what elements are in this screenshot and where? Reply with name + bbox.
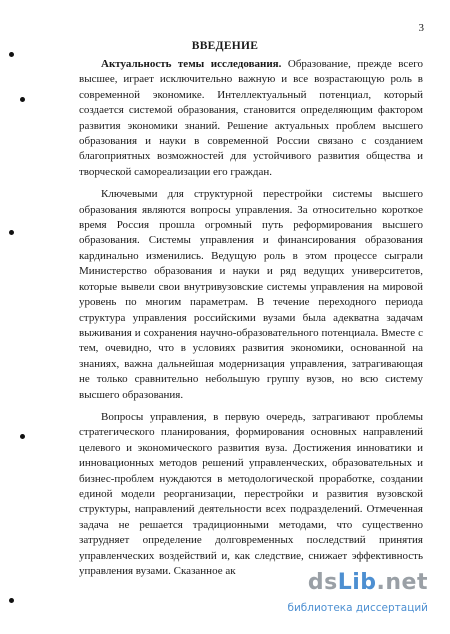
paragraph-relevance	[79, 57, 423, 180]
bullet-mark	[20, 97, 25, 102]
paragraph-lead: Актуальность темы исследования.	[101, 58, 282, 70]
paragraph-text: Образование, прежде всего высшее, играет исключительно важную и все возрастающую роль в современной экономике. Интеллектуальный потенциал, который создается системой образования, становится определяющим фактором развития экономики знаний. Решение актуальных проблем высшего образования и науки в современной России связано с созданием благоприятных возможностей для устойчивого развития общества и творческой самореализации его граждан.	[79, 58, 424, 178]
dslib-watermark	[258, 566, 438, 618]
paragraph-management	[79, 187, 423, 403]
bullet-mark	[9, 52, 14, 57]
page-number: 3	[418, 22, 424, 34]
dslib-subtitle: библиотека диссертаций	[287, 602, 428, 614]
bullet-mark	[9, 598, 14, 603]
dslib-logo: dsLib.net	[307, 570, 428, 595]
document-body	[79, 57, 423, 579]
bullet-mark	[9, 230, 14, 235]
paragraph-strategy	[79, 410, 423, 579]
paragraph-text: Вопросы управления, в первую очередь, затрагивают проблемы стратегического планирования, формирования основных направлений целевого и экономического развития вуза. Достижения инноватики и инновационных методов решений управленческих, образовательных и бизнес-проблем нуждаются в методологической проработке, создании единой модели реорганизации, перестройки и развития вузовской структуры, направлений деятельности всех подразделений. Отмеченная задача не решается традиционными методами, что существенно затрудняет определение долговременных последствий принятия управленческих воздействий и, как следствие, снижает эффективность управления вузами. Сказанное ак	[79, 410, 423, 577]
section-heading: ВВЕДЕНИЕ	[191, 40, 259, 52]
bullet-mark	[20, 434, 25, 439]
paragraph-text: Ключевыми для структурной перестройки системы высшего образования являются вопросы управления. За относительно короткое время Россия прошла огромный путь реформирования высшего образования. Системы управления и финансирования образования кардинально изменились. Ведущую роль в этом процессе сыграли Министерство образования и науки и ряд ведущих университетов, которые вывели свои внутривузовские системы управления на мировой уровень по многим параметрам. В течение переходного периода структура управления российскими вузами была адекватна задачам выживания и сохранения научно-образовательного потенциала. Вместе с тем, очевидно, что в условиях развития экономики, основанной на знаниях, важна дальнейшая модернизация управления, затрагивающая не только сравнительно небольшую группу вузов, но всю систему высшего образования.	[79, 188, 423, 401]
